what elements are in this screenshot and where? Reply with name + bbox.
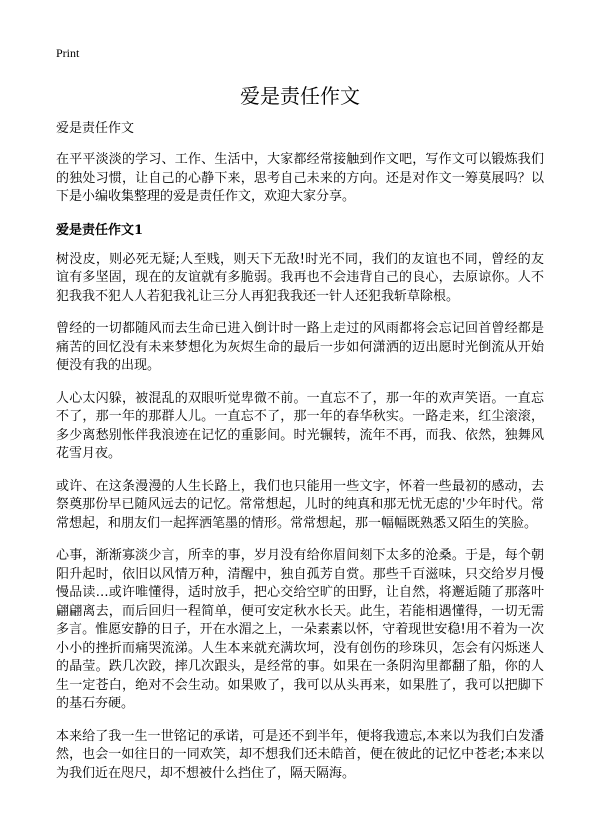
- section-heading: 爱是责任作文1: [56, 222, 144, 238]
- document-subtitle: 爱是责任作文: [56, 121, 135, 136]
- print-label: Print: [56, 46, 80, 60]
- body-paragraph: 心事，渐渐寡淡少言，所幸的事，岁月没有给你眉间刻下太多的沧桑。于是，每个朝阳升起时，依旧以风情万种，清醒中，独自孤芳自赏。那些千百滋味，只交给岁月慢慢品读…或许唯懂得，适时放手，把心交给空旷的田野，让自然，将邂逅随了那落叶翩翩离去，而后回归一程简单，便可安定秋水长天。此生，若能相遇懂得，一切无需多言。惟愿安静的日子，开在水湄之上，一朵素素以怀，守着现世安稳!用不着为一次小小的挫折而痛哭流涕。人生本来就充满坎坷，没有创伤的珍珠贝，怎会有闪烁迷人的晶莹。跌几次跤，摔几次跟头，是经常的事。如果在一条阴沟里都翻了船，你的人生一定苍白，绝对不会生动。如果败了，我可以从头再来，如果胜了，我可以把脚下的基石夯硬。: [56, 548, 544, 711]
- intro-paragraph: 在平平淡淡的学习、工作、生活中，大家都经常接触到作文吧，写作文可以锻炼我们的独处习惯，让自己的心静下来，思考自己未来的方向。还是对作文一筹莫展吗？以下是小编收集整理的爱是责任作文，欢迎大家分享。: [56, 152, 544, 204]
- body-paragraph: 曾经的一切都随风而去生命已进入倒计时一路上走过的风雨都将会忘记回首曾经都是痛苦的回忆没有未来梦想化为灰烬生命的最后一步如何潇洒的迈出愿时光倒流从开始便没有我的出现。: [56, 321, 544, 373]
- page-title: 爱是责任作文: [240, 84, 360, 108]
- body-paragraph: 树没皮，则必死无疑;人至贱，则天下无敌!时光不同，我们的友谊也不同，曾经的友谊有多坚固，现在的友谊就有多脆弱。我再也不会违背自己的良心，去原谅你。人不犯我我不犯人人若犯我礼让三分人再犯我我还一针人还犯我斩草除根。: [56, 251, 544, 304]
- document-body: [56, 119, 544, 797]
- body-paragraph: 本来给了我一生一世铭记的承诺，可是还不到半年，便将我遗忘,本来以为我们白发潘然，也会一如往日的一同欢笑，却不想我们还未皓首，便在彼此的记忆中苍老;本来以为我们近在咫尺，却不想被什么挡住了，隔天隔海。: [56, 728, 544, 781]
- body-paragraph: 或许、在这条漫漫的人生长路上，我们也只能用一些文字，怀着一些最初的感动，去祭奠那份早已随风远去的记忆。常常想起，儿时的纯真和那无忧无虑的'少年时代。常常想起，和朋友们一起挥洒笔墨的情形。常常想起，那一幅幅既熟悉又陌生的笑脸。: [56, 478, 544, 531]
- body-paragraph: 人心太闪躲，被混乱的双眼听觉卑微不前。一直忘不了，那一年的欢声笑语。一直忘不了，那一年的那群人儿。一直忘不了，那一年的春华秋实。一路走来，红尘滚滚，多少离愁别怅伴我浪迹在记忆的重影间。时光辗转，流年不再，而我、依然，独舞风花雪月夜。: [56, 390, 544, 461]
